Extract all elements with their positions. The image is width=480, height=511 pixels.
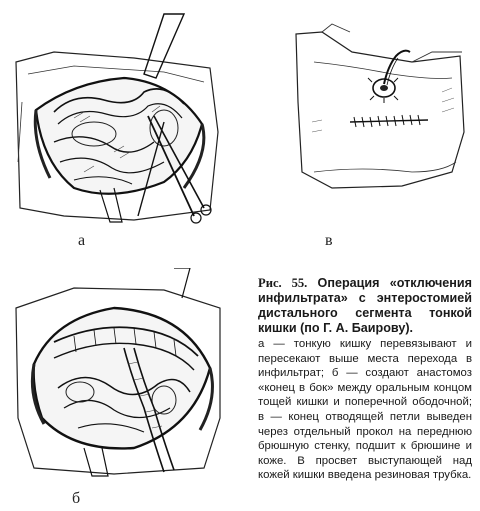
caption-body: а — тонкую кишку перевязывают и пересекают выше места перехода в инфильтрат; б — создают анастомоз «конец в бок» между оральным концом тощей кишки и поперечной ободочной; в — конец отводящей петли выведен через отдельный прокол на переднюю брюшную стенку, подшит к брюшине и коже. В просвет выступающей над кожей кишки введена резиновая трубка. xyxy=(258,338,472,482)
abdominal-wall-stoma-illustration xyxy=(292,22,468,190)
figure-number: Рис. 55. xyxy=(258,276,308,290)
figure-caption xyxy=(258,276,472,483)
panel-label-a: а xyxy=(78,232,86,249)
panel-label-v: в xyxy=(325,232,333,249)
panel-label-b: б xyxy=(72,490,81,507)
anastomosis-illustration xyxy=(14,268,224,478)
figure-panel-a xyxy=(14,12,220,224)
caption-title: Операция «отключения инфильтрата» с энтеростомией дистального сегмента тонкой кишки (по Г. А. Баирову). xyxy=(258,276,473,335)
figure-panel-v xyxy=(292,22,468,190)
figure-panel-b xyxy=(14,268,224,478)
surgical-field-illustration xyxy=(14,12,220,224)
caption-title-block xyxy=(258,276,472,336)
